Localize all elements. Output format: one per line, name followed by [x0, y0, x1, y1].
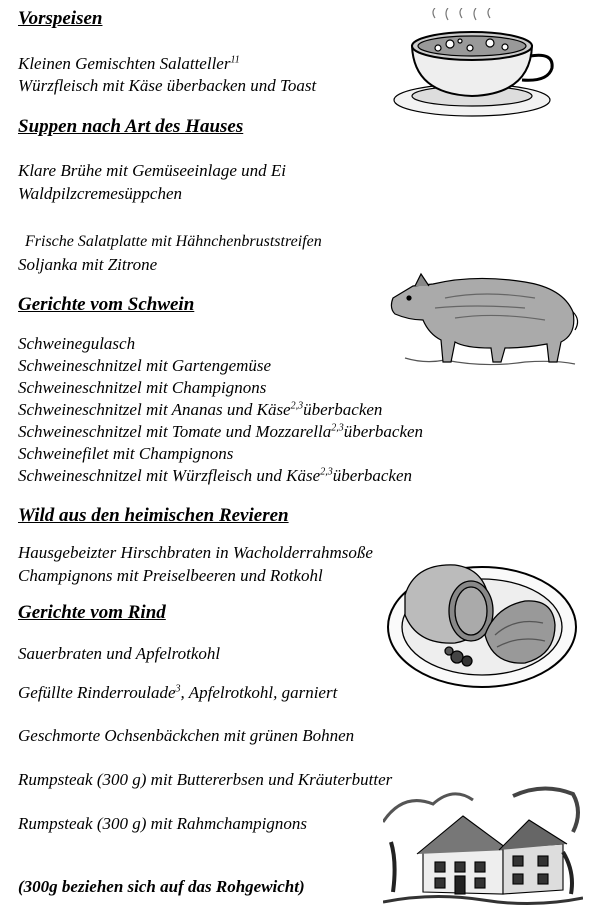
item-text: , Apfelrotkohl, garniert — [180, 683, 338, 702]
allergen-note: 2,3 — [331, 422, 344, 434]
allergen-note: 3 — [175, 683, 181, 695]
menu-item: Schweineschnitzel mit Champignons — [18, 378, 267, 397]
pig-icon — [385, 268, 585, 380]
heading-rind: Gerichte vom Rind — [18, 602, 166, 623]
allergen-note: 2,3 — [320, 466, 333, 478]
menu-item: Würzfleisch mit Käse überbacken und Toast — [18, 76, 317, 95]
item-text: überbacken — [303, 400, 383, 419]
inn-house-icon — [383, 782, 583, 914]
heading-suppen: Suppen nach Art des Hauses — [18, 116, 244, 137]
menu-item — [18, 466, 412, 486]
item-text: überbacken — [343, 422, 424, 441]
heading-schwein: Gerichte vom Schwein — [18, 294, 195, 315]
menu-item: Schweinegulasch — [18, 334, 136, 353]
menu-item: Rumpsteak (300 g) mit Rahmchampignons — [18, 814, 307, 833]
heading-vorspeisen: Vorspeisen — [18, 8, 103, 29]
menu-item: Klare Brühe mit Gemüseeinlage und Ei — [18, 161, 287, 180]
menu-item: Champignons mit Preiselbeeren und Rotkohl — [18, 566, 323, 585]
item-text: Schweineschnitzel mit Ananas und Käse — [18, 400, 291, 419]
menu-item: Waldpilzcremesüppchen — [18, 184, 182, 203]
allergen-note: 11 — [230, 54, 240, 66]
item-text: Schweineschnitzel mit Tomate und Mozzarella — [18, 422, 332, 441]
item-text: überbacken — [332, 466, 412, 485]
allergen-note: 2,3 — [290, 400, 304, 412]
item-text: Kleinen Gemischten Salatteller — [18, 54, 231, 73]
heading-wild: Wild aus den heimischen Revieren — [18, 505, 289, 526]
item-text: Schweineschnitzel mit Würzfleisch und Käse — [18, 466, 321, 485]
menu-item — [18, 683, 337, 703]
menu-item: Schweineschnitzel mit Gartengemüse — [18, 356, 272, 375]
menu-item: Rumpsteak (300 g) mit Buttererbsen und Kräuterbutter — [18, 770, 393, 789]
menu-item: Sauerbraten und Apfelrotkohl — [18, 644, 221, 663]
menu-item — [18, 422, 423, 442]
footnote: (300g beziehen sich auf das Rohgewicht) — [18, 877, 305, 896]
menu-item: Hausgebeizter Hirschbraten in Wacholderrahmsoße — [18, 543, 373, 562]
item-text: Gefüllte Rinderroulade — [18, 683, 176, 702]
menu-item: Geschmorte Ochsenbäckchen mit grünen Bohnen — [18, 726, 355, 745]
soup-bowl-icon — [390, 8, 555, 120]
roast-plate-icon — [385, 555, 580, 690]
menu-item: Frische Salatplatte mit Hähnchenbruststreifen — [25, 233, 322, 250]
menu-item — [18, 54, 240, 74]
menu-item: Soljanka mit Zitrone — [18, 255, 158, 274]
menu-item — [18, 400, 382, 420]
menu-item: Schweinefilet mit Champignons — [18, 444, 234, 463]
